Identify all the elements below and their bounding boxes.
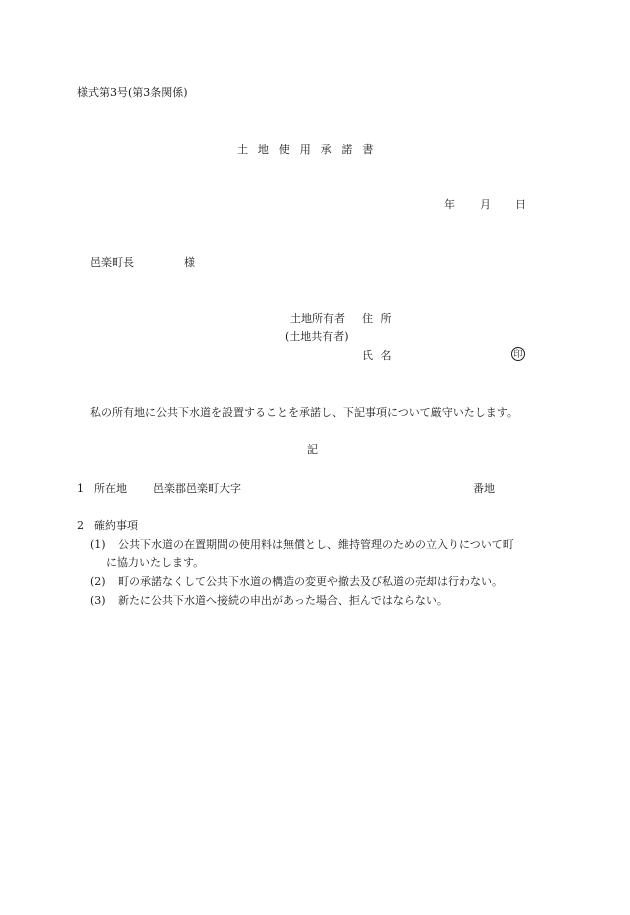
owner-label: 土地所有者 [290,312,345,325]
point1-text-line2: に協力いたします。 [106,556,205,569]
point1-number: (1) [90,538,106,551]
point3-number: (3) [90,594,106,607]
date-month: 月 [480,198,491,211]
addressee-name: 邑楽町長 [90,256,134,269]
item2-label: 確約事項 [94,519,138,532]
item1-banchi: 番地 [473,482,495,495]
item2-number: 2 [77,519,84,532]
item1-label: 所在地 [94,482,127,495]
form-number: 様式第3号(第3条関係) [77,86,188,99]
point3-text: 新たに公共下水道へ接続の申出があった場合、拒んではならない。 [118,594,448,607]
document-title: 土地使用承諾書 [237,143,384,156]
consent-body-text: 私の所有地に公共下水道を設置することを承諾し、下記事項について厳守いたします。 [90,406,518,419]
seal-mark: 印 [511,347,525,361]
ki-heading: 記 [307,443,318,456]
co-owner-label: (土地共有者) [285,330,349,343]
point2-number: (2) [90,575,106,588]
date-day: 日 [515,198,526,211]
point1-text-line1: 公共下水道の在置期間の使用料は無償とし、維持管理のための立入りについて町 [118,538,514,551]
owner-address-label: 住 所 [362,312,392,325]
addressee-honorific: 様 [184,256,195,269]
item1-number: 1 [77,482,84,495]
point2-text: 町の承諾なくして公共下水道の構造の変更や撤去及び私道の売却は行わない。 [118,575,503,588]
item1-location: 邑楽郡邑楽町大字 [153,482,241,495]
date-year: 年 [444,198,455,211]
owner-name-label: 氏 名 [362,349,392,362]
